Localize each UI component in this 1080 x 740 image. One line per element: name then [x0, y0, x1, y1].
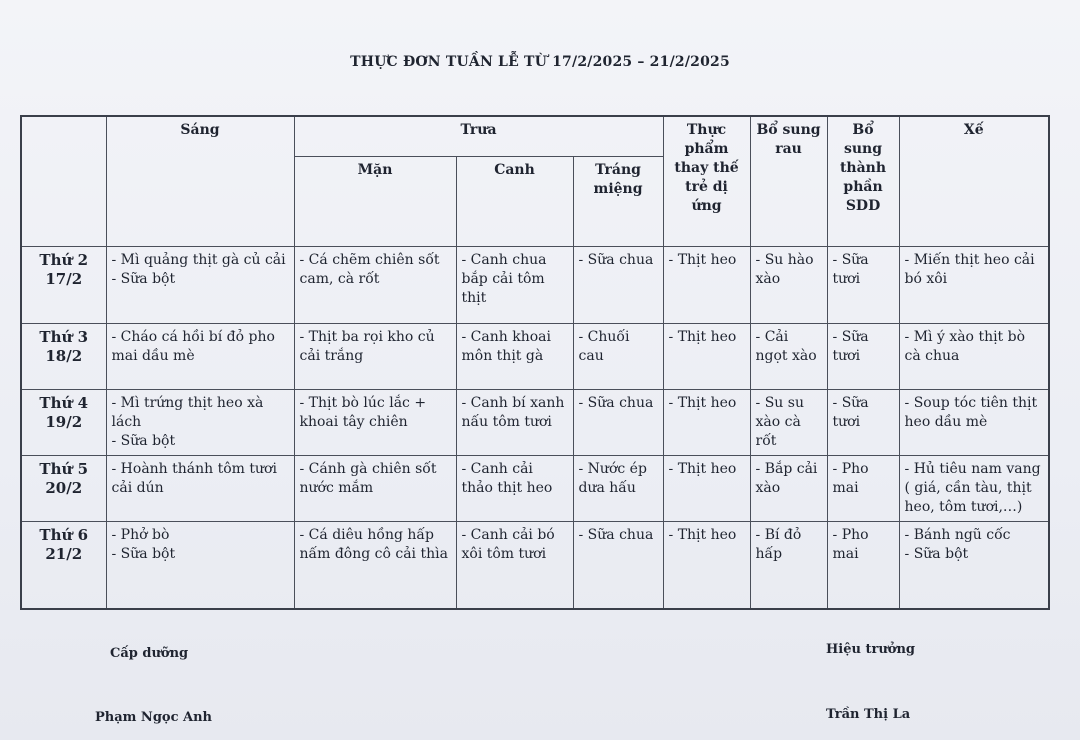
cell-canh	[456, 521, 573, 609]
right-signature-name: Trần Thị La	[826, 707, 911, 722]
menu-item: - Hủ tiêu nam vang ( giá, cần tàu, thịt heo, tôm tươi,…)	[904, 460, 1041, 515]
day-date: 20/2	[45, 478, 83, 497]
day-date: 19/2	[45, 412, 83, 431]
cell-bo-sung-sdd	[827, 455, 899, 521]
day-label: Thứ 5	[39, 459, 89, 478]
cell-thuc-pham	[663, 246, 750, 323]
cell-thuc-pham	[663, 455, 750, 521]
header-canh: Canh	[456, 156, 573, 246]
cell-trang-mieng	[573, 455, 663, 521]
cell-bo-sung-sdd	[827, 246, 899, 323]
cell-canh	[456, 455, 573, 521]
day-date: 21/2	[45, 544, 83, 563]
menu-item: - Canh bí xanh nấu tôm tươi	[461, 394, 565, 430]
day-cell	[21, 389, 106, 455]
cell-trang-mieng	[573, 389, 663, 455]
cell-bo-sung-sdd	[827, 323, 899, 389]
cell-bo-sung-rau	[750, 455, 827, 521]
menu-item: - Su su xào cà rốt	[755, 394, 804, 449]
menu-item: - Sữa chua	[578, 526, 654, 543]
cell-man	[294, 246, 456, 323]
cell-man	[294, 521, 456, 609]
menu-item: - Su hào xào	[755, 251, 814, 287]
cell-sang	[106, 323, 294, 389]
table-row	[21, 246, 1049, 323]
menu-item: - Phở bò	[111, 526, 170, 543]
menu-item: - Hoành thánh tôm tươi cải dún	[111, 460, 277, 496]
menu-item: - Nước ép dưa hấu	[578, 460, 647, 496]
menu-item: - Mì trứng thịt heo xà lách	[111, 394, 264, 430]
cell-sang	[106, 246, 294, 323]
menu-item: - Sữa bột	[111, 545, 176, 562]
cell-man	[294, 389, 456, 455]
menu-item: - Thịt heo	[668, 328, 737, 345]
header-trang-mieng: Tráng miệng	[573, 156, 663, 246]
cell-trang-mieng	[573, 323, 663, 389]
left-signature-role: Cấp dưỡng	[110, 646, 189, 661]
menu-item: - Cánh gà chiên sốt nước mắm	[299, 460, 437, 496]
menu-item: - Thịt bò lúc lắc + khoai tây chiên	[299, 394, 427, 430]
menu-item: - Cải ngọt xào	[755, 328, 817, 364]
header-bo-sung-rau: Bổ sung rau	[750, 116, 827, 246]
table-row	[21, 323, 1049, 389]
menu-item: - Miến thịt heo cải bó xôi	[904, 251, 1035, 287]
menu-item: - Soup tóc tiên thịt heo dầu mè	[904, 394, 1038, 430]
header-trua: Trưa	[294, 116, 663, 156]
cell-canh	[456, 389, 573, 455]
day-label: Thứ 4	[39, 393, 89, 412]
header-thuc-pham: Thực phẩm thay thế trẻ dị ứng	[663, 116, 750, 246]
day-label: Thứ 6	[39, 525, 89, 544]
menu-item: - Mì quảng thịt gà củ cải	[111, 251, 286, 268]
menu-item: - Thịt ba rọi kho củ cải trắng	[299, 328, 435, 364]
corner-header	[21, 116, 106, 246]
header-xe: Xế	[899, 116, 1049, 246]
cell-bo-sung-rau	[750, 323, 827, 389]
day-date: 17/2	[45, 269, 83, 288]
menu-item: - Thịt heo	[668, 526, 737, 543]
cell-sang	[106, 455, 294, 521]
menu-item: - Thịt heo	[668, 251, 737, 268]
day-label: Thứ 3	[39, 327, 89, 346]
menu-item: - Sữa chua	[578, 394, 654, 411]
cell-xe	[899, 455, 1049, 521]
cell-bo-sung-rau	[750, 521, 827, 609]
day-label: Thứ 2	[39, 250, 89, 269]
cell-xe	[899, 246, 1049, 323]
menu-item: - Canh khoai môn thịt gà	[461, 328, 551, 364]
right-signature-role: Hiệu trưởng	[826, 642, 915, 657]
menu-item: - Canh cải bó xôi tôm tươi	[461, 526, 555, 562]
day-cell	[21, 323, 106, 389]
menu-item: - Cá diêu hồng hấp nấm đông cô cải thìa	[299, 526, 448, 562]
cell-xe	[899, 389, 1049, 455]
cell-bo-sung-sdd	[827, 521, 899, 609]
menu-item: - Chuối cau	[578, 328, 630, 364]
menu-item: - Thịt heo	[668, 394, 737, 411]
menu-item: - Bí đỏ hấp	[755, 526, 802, 562]
menu-item: - Sữa bột	[111, 432, 176, 449]
menu-item: - Canh cải thảo thịt heo	[461, 460, 553, 496]
cell-bo-sung-rau	[750, 246, 827, 323]
cell-man	[294, 455, 456, 521]
menu-item: - Sữa tươi	[832, 394, 869, 430]
menu-item: - Thịt heo	[668, 460, 737, 477]
cell-canh	[456, 323, 573, 389]
header-bo-sung-sdd: Bổ sung thành phần SDD	[827, 116, 899, 246]
cell-thuc-pham	[663, 521, 750, 609]
menu-item: - Bánh ngũ cốc	[904, 526, 1011, 543]
cell-man	[294, 323, 456, 389]
day-cell	[21, 455, 106, 521]
menu-item: - Sữa chua	[578, 251, 654, 268]
menu-body	[21, 246, 1049, 609]
header-man: Mặn	[294, 156, 456, 246]
day-date: 18/2	[45, 346, 83, 365]
cell-trang-mieng	[573, 246, 663, 323]
menu-item: - Pho mai	[832, 526, 869, 562]
cell-thuc-pham	[663, 389, 750, 455]
cell-thuc-pham	[663, 323, 750, 389]
menu-item: - Sữa tươi	[832, 328, 869, 364]
cell-trang-mieng	[573, 521, 663, 609]
weekly-menu-table	[20, 115, 1050, 610]
cell-canh	[456, 246, 573, 323]
cell-xe	[899, 521, 1049, 609]
menu-item: - Cháo cá hồi bí đỏ pho mai dầu mè	[111, 328, 275, 364]
cell-sang	[106, 521, 294, 609]
page-title: THỰC ĐƠN TUẦN LỄ TỪ 17/2/2025 – 21/2/2025	[350, 54, 730, 70]
cell-xe	[899, 323, 1049, 389]
table-row	[21, 521, 1049, 609]
table-row	[21, 389, 1049, 455]
cell-sang	[106, 389, 294, 455]
day-cell	[21, 246, 106, 323]
left-signature-name: Phạm Ngọc Anh	[95, 710, 213, 725]
cell-bo-sung-rau	[750, 389, 827, 455]
menu-item: - Pho mai	[832, 460, 869, 496]
menu-item: - Canh chua bắp cải tôm thịt	[461, 251, 547, 306]
header-sang: Sáng	[106, 116, 294, 246]
table-row	[21, 455, 1049, 521]
menu-item: - Cá chẽm chiên sốt cam, cà rốt	[299, 251, 440, 287]
menu-item: - Sữa tươi	[832, 251, 869, 287]
menu-item: - Sữa bột	[904, 545, 969, 562]
cell-bo-sung-sdd	[827, 389, 899, 455]
day-cell	[21, 521, 106, 609]
menu-item: - Bắp cải xào	[755, 460, 818, 496]
menu-item: - Mì ý xào thịt bò cà chua	[904, 328, 1026, 364]
menu-item: - Sữa bột	[111, 270, 176, 287]
